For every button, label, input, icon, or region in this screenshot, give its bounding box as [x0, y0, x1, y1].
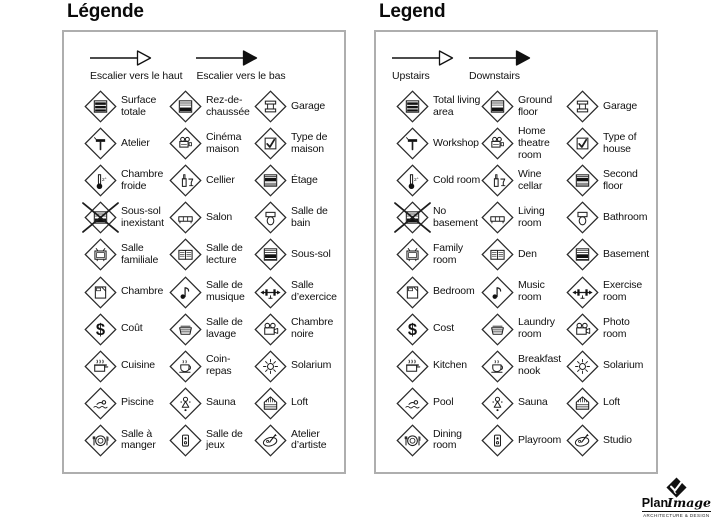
logo-tagline: ARCHITECTURE & DESIGN: [643, 512, 710, 518]
item-label: Piscine: [121, 396, 154, 409]
item-label: Salle de lavage: [206, 316, 243, 341]
panel-title: Legend: [379, 1, 446, 22]
legend-item: [566, 424, 654, 457]
item-label: Chambre froide: [121, 167, 164, 192]
svg-text:$: $: [95, 320, 106, 339]
legend-panel: [374, 1, 658, 474]
legend-item: [84, 164, 169, 197]
no-basement-icon: [84, 201, 117, 234]
legend-item: [396, 387, 481, 420]
cold-room-icon: [396, 164, 429, 197]
legend-item: [84, 350, 169, 383]
item-label: Cuisine: [121, 359, 155, 372]
den-icon: [481, 238, 514, 271]
downstairs-arrow-icon: [469, 49, 531, 67]
cold-room-icon: [84, 164, 117, 197]
svg-text:2°: 2°: [101, 178, 107, 184]
stair-arrow: [392, 49, 454, 82]
legend-item: [84, 127, 169, 160]
logo-brand-bold: Plan: [641, 496, 669, 510]
item-label: Studio: [603, 433, 632, 446]
legend-item: [254, 164, 342, 197]
playroom-icon: [481, 424, 514, 457]
photo-room-icon: [566, 313, 599, 346]
legend-item: [396, 127, 481, 160]
item-label: Cold room: [433, 173, 481, 186]
legend-item: [84, 90, 169, 123]
stair-arrow: [90, 49, 182, 82]
second-floor-icon: [254, 164, 287, 197]
legend-item: [566, 90, 654, 123]
item-label: Playroom: [518, 433, 562, 446]
item-label: Salle de lecture: [206, 242, 243, 266]
logo-wordmark: [642, 497, 711, 510]
legend-item: [566, 313, 654, 346]
item-label: Salle d’exercice: [291, 279, 337, 304]
svg-text:2°: 2°: [413, 178, 419, 184]
music-room-icon: [481, 276, 514, 309]
home-theatre-icon: [169, 127, 202, 160]
item-label: Sauna: [518, 396, 548, 409]
workshop-icon: [84, 127, 117, 160]
legend-item: [396, 424, 481, 457]
legend-item: [84, 201, 169, 234]
legend-item: [254, 350, 342, 383]
second-floor-icon: [566, 164, 599, 197]
item-label: Salon: [206, 210, 233, 223]
arrow-label: Upstairs: [392, 70, 430, 82]
legend-item: [396, 350, 481, 383]
item-label: Atelier d’artiste: [291, 427, 327, 452]
item-label: Ground floor: [518, 93, 553, 118]
wine-cellar-icon: [481, 164, 514, 197]
legend-item: [396, 201, 481, 234]
item-label: Dining room: [433, 427, 462, 452]
exercise-room-icon: [254, 276, 287, 309]
item-label: Home theatre room: [518, 125, 550, 161]
basement-icon: [254, 238, 287, 271]
upstairs-arrow-icon: [90, 49, 152, 67]
legend-item: [254, 90, 342, 123]
item-label: Cellier: [206, 173, 235, 186]
family-room-icon: [396, 238, 429, 271]
cost-icon: [396, 313, 429, 346]
legend-item: [84, 387, 169, 420]
item-label: Surface totale: [121, 93, 157, 118]
item-label: Exercise room: [603, 279, 643, 304]
item-label: Kitchen: [433, 359, 467, 372]
item-label: Chambre: [121, 285, 164, 298]
item-label: Bedroom: [433, 285, 475, 298]
legend-item: [481, 276, 566, 309]
legend-item: [481, 313, 566, 346]
legend-item: [254, 276, 342, 309]
item-label: Living room: [518, 205, 545, 229]
legend-item: [481, 350, 566, 383]
home-theatre-icon: [481, 127, 514, 160]
studio-icon: [566, 424, 599, 457]
item-label: Loft: [291, 396, 308, 409]
item-label: Music room: [518, 279, 545, 304]
item-label: Den: [518, 248, 537, 261]
legend-item: [396, 276, 481, 309]
legend-item: [84, 238, 169, 271]
legend-item: [566, 350, 654, 383]
item-label: Rez-de-chaussée: [206, 93, 250, 118]
pool-icon: [396, 387, 429, 420]
legend-item: [169, 313, 254, 346]
item-label: Cinéma maison: [206, 130, 242, 155]
bathroom-icon: [254, 201, 287, 234]
item-label: Garage: [291, 99, 326, 112]
legend-item: [84, 424, 169, 457]
item-label: Salle de bain: [291, 205, 328, 229]
legend-item: [481, 126, 566, 161]
den-icon: [169, 238, 202, 271]
bedroom-icon: [396, 276, 429, 309]
item-label: Sauna: [206, 396, 236, 409]
legend-item: [396, 238, 481, 271]
legend-item: [169, 350, 254, 383]
solarium-icon: [566, 350, 599, 383]
total-area-icon: [84, 90, 117, 123]
garage-icon: [566, 90, 599, 123]
legend-item: [566, 238, 654, 271]
stair-arrows: [64, 32, 344, 82]
item-label: Coin-repas: [206, 353, 232, 378]
legend-item: [566, 276, 654, 309]
laundry-room-icon: [169, 313, 202, 346]
legend-item: [481, 90, 566, 123]
basement-icon: [566, 238, 599, 271]
total-area-icon: [396, 90, 429, 123]
loft-icon: [566, 387, 599, 420]
item-label: Loft: [603, 396, 620, 409]
item-label: Laundry room: [518, 316, 555, 341]
dining-room-icon: [84, 424, 117, 457]
arrow-label: Escalier vers le bas: [196, 70, 286, 82]
item-label: Solarium: [603, 359, 644, 372]
playroom-icon: [169, 424, 202, 457]
arrow-label: Escalier vers le haut: [90, 70, 183, 82]
item-label: Atelier: [121, 136, 150, 149]
loft-icon: [254, 387, 287, 420]
svg-text:$: $: [407, 320, 418, 339]
legend-item: [254, 424, 342, 457]
item-label: Total living area: [433, 93, 481, 118]
laundry-room-icon: [481, 313, 514, 346]
legend-item: [169, 90, 254, 123]
living-room-icon: [481, 201, 514, 234]
legend-item: [84, 276, 169, 309]
garage-icon: [254, 90, 287, 123]
item-label: Salle de musique: [206, 279, 245, 304]
item-label: Salle à manger: [121, 427, 156, 452]
exercise-room-icon: [566, 276, 599, 309]
house-type-icon: [566, 127, 599, 160]
item-label: Chambre noire: [291, 316, 334, 341]
legend-item: [481, 424, 566, 457]
item-label: Garage: [603, 99, 638, 112]
item-label: Second floor: [603, 167, 638, 192]
item-label: Salle familiale: [121, 242, 159, 266]
legend-item: [169, 164, 254, 197]
item-label: Cost: [433, 322, 454, 335]
no-basement-icon: [396, 201, 429, 234]
workshop-icon: [396, 127, 429, 160]
item-label: Pool: [433, 396, 454, 409]
legend-item: [169, 424, 254, 457]
studio-icon: [254, 424, 287, 457]
item-label: Basement: [603, 248, 650, 261]
item-label: No basement: [433, 205, 478, 229]
upstairs-arrow-icon: [392, 49, 454, 67]
legend-item: [169, 201, 254, 234]
item-label: Solarium: [291, 359, 332, 372]
item-label: Type of house: [603, 130, 637, 155]
sauna-icon: [169, 387, 202, 420]
legend-item: [169, 387, 254, 420]
wine-cellar-icon: [169, 164, 202, 197]
panel-frame: [62, 30, 346, 474]
legend-item: [169, 238, 254, 271]
legend-item: [254, 127, 342, 160]
breakfast-nook-icon: [481, 350, 514, 383]
item-label: Breakfast nook: [518, 353, 562, 378]
legend-item: [481, 201, 566, 234]
bedroom-icon: [84, 276, 117, 309]
house-type-icon: [254, 127, 287, 160]
legend-grid: [84, 88, 342, 459]
arrow-label: Downstairs: [469, 70, 520, 82]
ground-floor-icon: [481, 90, 514, 123]
item-label: Workshop: [433, 136, 479, 149]
pool-icon: [84, 387, 117, 420]
legend-grid: [396, 88, 654, 459]
stair-arrow: [469, 49, 531, 82]
legend-item: [254, 201, 342, 234]
item-label: Wine cellar: [518, 167, 543, 192]
item-label: Étage: [291, 173, 318, 186]
sauna-icon: [481, 387, 514, 420]
item-label: Family room: [433, 242, 464, 266]
breakfast-nook-icon: [169, 350, 202, 383]
item-label: Bathroom: [603, 210, 648, 223]
downstairs-arrow-icon: [196, 49, 258, 67]
item-label: Type de maison: [291, 130, 328, 155]
panel-frame: [374, 30, 658, 474]
legend-item: [566, 201, 654, 234]
planimage-logo: [642, 477, 711, 518]
panel-title: Légende: [67, 1, 144, 22]
solarium-icon: [254, 350, 287, 383]
legend-panel: [62, 1, 346, 474]
legend-item: [396, 164, 481, 197]
living-room-icon: [169, 201, 202, 234]
ground-floor-icon: [169, 90, 202, 123]
legend-item: [254, 387, 342, 420]
item-label: Photo room: [603, 316, 630, 341]
kitchen-icon: [396, 350, 429, 383]
logo-brand-script: Image: [667, 495, 711, 510]
legend-item: [84, 313, 169, 346]
stair-arrow: [196, 49, 285, 82]
kitchen-icon: [84, 350, 117, 383]
photo-room-icon: [254, 313, 287, 346]
legend-item: [481, 387, 566, 420]
item-label: Sous-sol: [291, 248, 331, 261]
item-label: Salle de jeux: [206, 427, 243, 452]
music-room-icon: [169, 276, 202, 309]
legend-item: [566, 127, 654, 160]
legend-item: [254, 313, 342, 346]
legend-item: [481, 164, 566, 197]
legend-item: [566, 164, 654, 197]
family-room-icon: [84, 238, 117, 271]
legend-item: [396, 313, 481, 346]
stair-arrows: [376, 32, 656, 82]
legend-item: [169, 127, 254, 160]
legend-item: [254, 238, 342, 271]
item-label: Sous-sol inexistant: [121, 205, 164, 229]
bathroom-icon: [566, 201, 599, 234]
legend-item: [396, 90, 481, 123]
dining-room-icon: [396, 424, 429, 457]
cost-icon: [84, 313, 117, 346]
legend-item: [481, 238, 566, 271]
legend-item: [169, 276, 254, 309]
item-label: Coût: [121, 322, 143, 335]
legend-item: [566, 387, 654, 420]
